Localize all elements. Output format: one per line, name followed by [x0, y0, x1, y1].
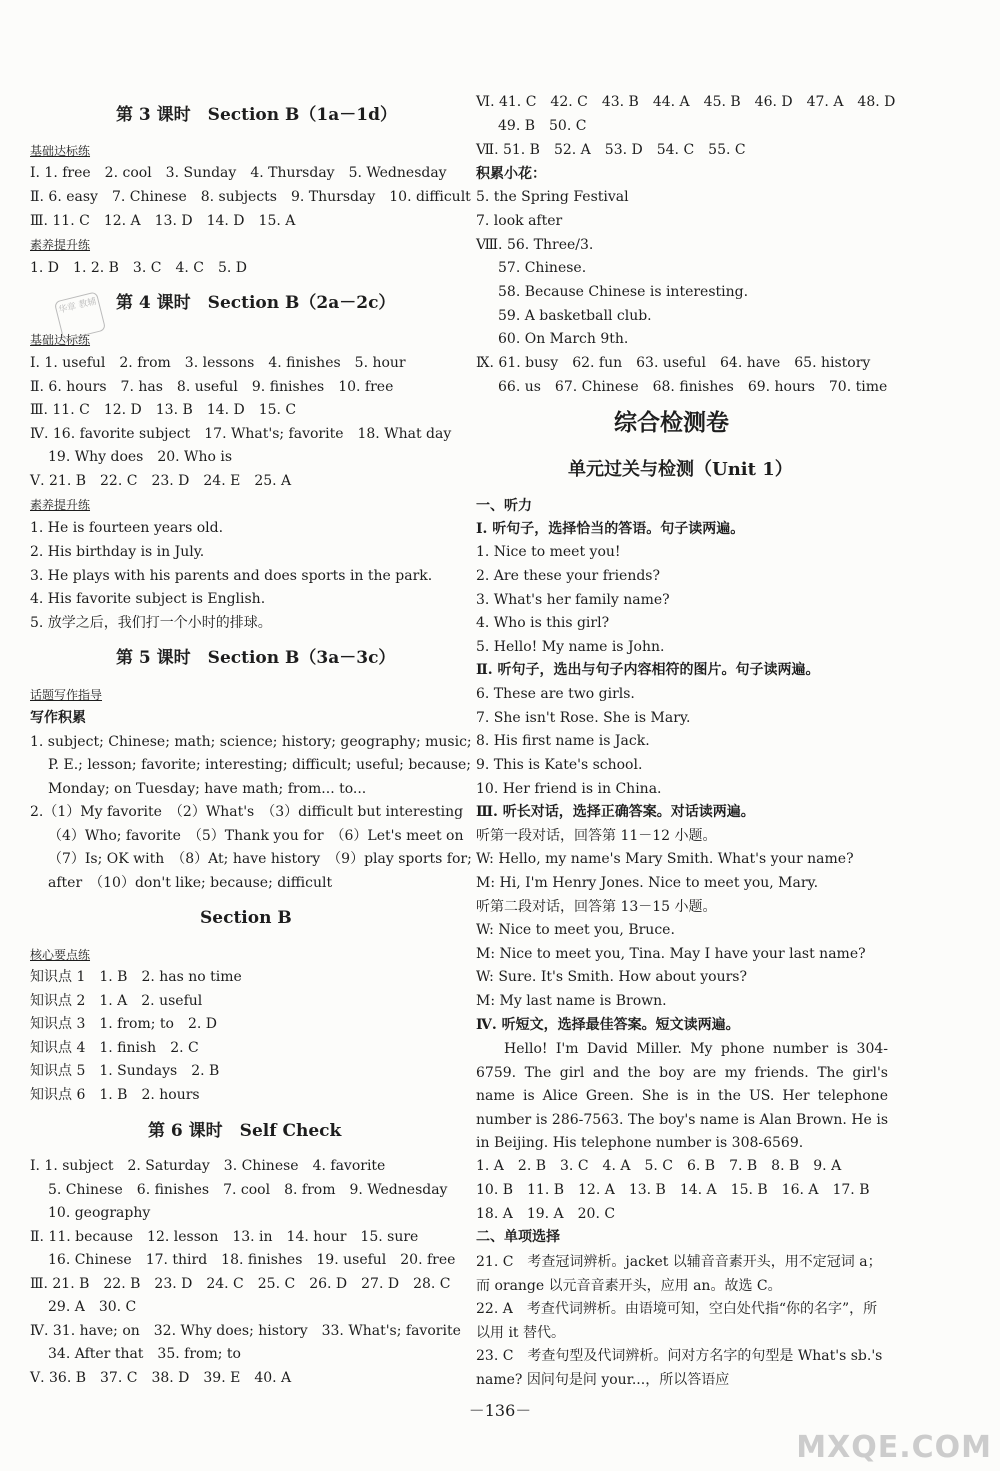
right-text-line: M: Hi, I'm Henry Jones. Nice to meet you, Mary.	[476, 875, 819, 891]
left-text-line: 16. Chinese 17. third 18. finishes 19. useful 20. free	[48, 1252, 456, 1268]
left-text-line: 知识点 3 1. from; to 2. D	[30, 1016, 217, 1032]
left-text-line: 素养提升练	[30, 498, 91, 512]
left-text-line: 29. A 30. C	[48, 1299, 137, 1315]
left-text-line: 第 3 课时 Section B（1a－1d）	[116, 105, 397, 125]
right-text-line: 二、单项选择	[476, 1229, 560, 1245]
left-text-line: Monday; on Tuesday; have math; from... to...	[48, 781, 367, 797]
left-text-line: 基础达标练	[30, 333, 91, 347]
right-text-line: 综合检测卷	[614, 409, 729, 436]
page-number: －136－	[468, 1401, 532, 1420]
left-text-line: 5. Chinese 6. finishes 7. cool 8. from 9. Wednesday	[48, 1182, 448, 1198]
right-text-line: 听第二段对话，回答第 13－15 小题。	[476, 899, 717, 915]
right-text-line: M: Nice to meet you, Tina. May I have your last name?	[476, 946, 866, 962]
right-text-line: 1. Nice to meet you!	[476, 544, 621, 560]
left-text-line: 第 5 课时 Section B（3a－3c）	[116, 648, 396, 668]
right-text-line: Ⅳ. 听短文，选择最佳答案。短文读两遍。	[476, 1017, 740, 1033]
left-text-line: Ⅲ. 11. C 12. A 13. D 14. D 15. A	[30, 213, 296, 229]
left-text-line: Ⅲ. 11. C 12. D 13. B 14. D 15. C	[30, 402, 297, 418]
left-text-line: 第 6 课时 Self Check	[148, 1121, 342, 1141]
left-text-line: 19. Why does 20. Who is	[48, 449, 233, 465]
right-text-line: Ⅵ. 41. C 42. C 43. B 44. A 45. B 46. D 47. A 48. D	[476, 94, 896, 110]
left-text-line: Ⅳ. 16. favorite subject 17. What's; favorite 18. What day	[30, 426, 452, 442]
right-text-line: 9. This is Kate's school.	[476, 757, 643, 773]
right-text-line: Ⅶ. 51. B 52. A 53. D 54. C 55. C	[476, 142, 746, 158]
right-text-line: Ⅷ. 56. Three/3.	[476, 237, 594, 253]
left-text-line: 核心要点练	[30, 948, 91, 962]
left-text-line: 基础达标练	[30, 144, 91, 158]
right-text-line: Hello! I'm David Miller. My phone number is 304-6759. The girl and the boy are my friends. The girl's name is Alice Green. She is in the US. Her telephone number is 286-7563. The boy's name is Alan Brown. He is in Beijing. His telephone number is 308-6569.	[476, 1041, 888, 1151]
left-text-line: 4. His favorite subject is English.	[30, 591, 266, 607]
stamp-mark: 华章 教辅	[54, 291, 106, 340]
right-text-line: Ⅱ. 听句子，选出与句子内容相符的图片。句子读两遍。	[476, 662, 820, 678]
left-text-line: P. E.; lesson; favorite; interesting; difficult; useful; because;	[48, 757, 471, 773]
right-text-line: 23. C 考查句型及代词辨析。问对方名字的句型是 What's sb.'s name? 因问句是问 your...，所以答语应	[476, 1348, 883, 1388]
right-text-line: 一、听力	[476, 498, 532, 514]
right-text-line: 2. Are these your friends?	[476, 568, 660, 584]
right-text-line: 58. Because Chinese is interesting.	[498, 284, 749, 300]
right-text-line: W: Nice to meet you, Bruce.	[476, 922, 675, 938]
left-text-line: Ⅱ. 6. easy 7. Chinese 8. subjects 9. Thursday 10. difficult	[30, 189, 471, 205]
right-text-line: 8. His first name is Jack.	[476, 733, 650, 749]
left-text-line: 知识点 6 1. B 2. hours	[30, 1087, 200, 1103]
right-text-line: 49. B 50. C	[498, 118, 587, 134]
left-text-line: 1. D 1. 2. B 3. C 4. C 5. D	[30, 260, 248, 276]
right-text-line: 5. the Spring Festival	[476, 189, 629, 205]
left-text-line: Ⅴ. 21. B 22. C 23. D 24. E 25. A	[30, 473, 292, 489]
right-text-line: 21. C 考查冠词辨析。jacket 以辅音音素开头，用不定冠词 a；而 orange 以元音音素开头，应用 an。故选 C。	[476, 1254, 882, 1294]
right-text-line: 听第一段对话，回答第 11－12 小题。	[476, 828, 717, 844]
left-text-line: Ⅴ. 36. B 37. C 38. D 39. E 40. A	[30, 1370, 292, 1386]
left-text-line: Ⅱ. 11. because 12. lesson 13. in 14. hour 15. sure	[30, 1229, 419, 1245]
right-text-line: Ⅲ. 听长对话，选择正确答案。对话读两遍。	[476, 804, 755, 820]
left-text-line: （4）Who; favorite （5）Thank you for （6）Let's meet on	[48, 828, 464, 844]
left-text-line: Ⅱ. 6. hours 7. has 8. useful 9. finishes 10. free	[30, 379, 394, 395]
right-text-line: 57. Chinese.	[498, 260, 587, 276]
right-text-line: W: Hello, my name's Mary Smith. What's your name?	[476, 851, 854, 867]
right-text-line: 66. us 67. Chinese 68. finishes 69. hours 70. time	[498, 379, 888, 395]
left-text-line: 10. geography	[48, 1205, 151, 1221]
left-text-line: 3. He plays with his parents and does sports in the park.	[30, 568, 433, 584]
left-text-line: Ⅰ. 1. free 2. cool 3. Sunday 4. Thursday 5. Wednesday	[30, 165, 447, 181]
left-text-line: 5. 放学之后，我们打一个小时的排球。	[30, 615, 272, 631]
left-text-line: 素养提升练	[30, 238, 91, 252]
right-text-line: 3. What's her family name?	[476, 592, 670, 608]
right-text-line: W: Sure. It's Smith. How about yours?	[476, 969, 747, 985]
right-text-line: 10. B 11. B 12. A 13. B 14. A 15. B 16. A 17. B	[476, 1182, 870, 1198]
right-text-line: 4. Who is this girl?	[476, 615, 610, 631]
left-text-line: Ⅳ. 31. have; on 32. Why does; history 33. What's; favorite	[30, 1323, 461, 1339]
left-text-line: 1. subject; Chinese; math; science; history; geography; music;	[30, 734, 472, 750]
right-text-line: M: My last name is Brown.	[476, 993, 667, 1009]
left-text-line: Section B	[200, 908, 292, 928]
left-text-line: （7）Is; OK with （8）At; have history （9）play sports for;	[48, 851, 472, 867]
left-text-line: Ⅰ. 1. useful 2. from 3. lessons 4. finishes 5. hour	[30, 355, 406, 371]
left-text-line: 34. After that 35. from; to	[48, 1346, 241, 1362]
right-text-line: 7. She isn't Rose. She is Mary.	[476, 710, 691, 726]
left-text-line: after （10）don't like; because; difficult	[48, 875, 333, 891]
right-text-line: 22. A 考查代词辨析。由语境可知，空白处代指“你的名字”，所以用 it 替代。	[476, 1301, 878, 1341]
left-text-line: Ⅰ. 1. subject 2. Saturday 3. Chinese 4. favorite	[30, 1158, 386, 1174]
right-text-line: 18. A 19. A 20. C	[476, 1206, 616, 1222]
left-text-line: 第 4 课时 Section B（2a－2c）	[116, 293, 396, 313]
right-text-line: 1. A 2. B 3. C 4. A 5. C 6. B 7. B 8. B 9. A	[476, 1158, 842, 1174]
right-text-line: 60. On March 9th.	[498, 331, 629, 347]
left-text-line: Ⅲ. 21. B 22. B 23. D 24. C 25. C 26. D 27. D 28. C	[30, 1276, 451, 1292]
right-text-line: Ⅰ. 听句子，选择恰当的答语。句子读两遍。	[476, 521, 745, 537]
right-text-line: 7. look after	[476, 213, 563, 229]
left-text-line: 2. His birthday is in July.	[30, 544, 205, 560]
right-text-line: 10. Her friend is in China.	[476, 781, 662, 797]
left-text-line: 知识点 2 1. A 2. useful	[30, 993, 203, 1009]
left-text-line: 知识点 4 1. finish 2. C	[30, 1040, 199, 1056]
right-text-line: 积累小花：	[476, 166, 546, 182]
right-text-line: 单元过关与检测（Unit 1）	[568, 459, 793, 480]
right-text-line: 59. A basketball club.	[498, 308, 652, 324]
left-text-line: 1. He is fourteen years old.	[30, 520, 224, 536]
left-text-line: 话题写作指导	[30, 688, 103, 702]
right-text-line: Ⅸ. 61. busy 62. fun 63. useful 64. have 65. history	[476, 355, 871, 371]
left-text-line: 知识点 5 1. Sundays 2. B	[30, 1063, 220, 1079]
left-text-line: 写作积累	[30, 710, 86, 726]
left-text-line: 知识点 1 1. B 2. has no time	[30, 969, 242, 985]
watermark-logo: MXQE.COM	[796, 1430, 992, 1465]
right-text-line: 5. Hello! My name is John.	[476, 639, 665, 655]
left-text-line: 2.（1）My favorite （2）What's （3）difficult but interesting	[30, 804, 464, 820]
right-text-line: 6. These are two girls.	[476, 686, 635, 702]
